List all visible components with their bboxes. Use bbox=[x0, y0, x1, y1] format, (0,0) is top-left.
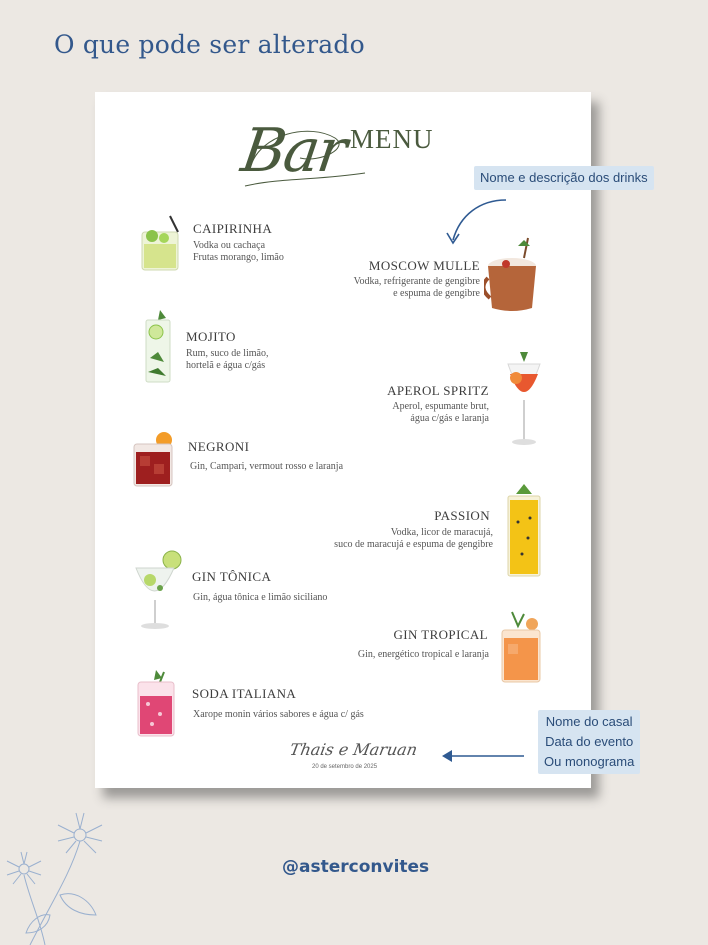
drink-desc-gin-tropical-1: Gin, energético tropical e laranja bbox=[357, 649, 489, 660]
drink-name-gin-tropical: GIN TROPICAL bbox=[393, 627, 488, 642]
page-headline: O que pode ser alterado bbox=[54, 30, 365, 59]
couple-names: Thais e Maruan bbox=[288, 740, 419, 759]
drink-name-caipirinha: CAIPIRINHA bbox=[193, 221, 273, 236]
drink-desc-aperol-spritz-1: Aperol, espumante brut, bbox=[392, 401, 489, 412]
drink-desc-soda-italiana-1: Xarope monin vários sabores e água c/ gás bbox=[193, 709, 364, 720]
drink-name-negroni: NEGRONI bbox=[188, 439, 250, 454]
callout-couple-note-line-2: Data do evento bbox=[545, 734, 634, 749]
wine-glass-icon bbox=[504, 350, 544, 446]
menu-title-bar: Bar bbox=[237, 116, 350, 186]
drink-desc-caipirinha-2: Frutas morango, limão bbox=[193, 252, 284, 263]
drink-desc-caipirinha-1: Vodka ou cachaça bbox=[193, 240, 266, 251]
drink-desc-mojito-1: Rum, suco de limão, bbox=[186, 348, 269, 359]
drink-desc-gin-tonica-1: Gin, água tônica e limão siciliano bbox=[193, 592, 328, 603]
menu-title-menu: MENU bbox=[350, 124, 434, 154]
drink-desc-moscow-mulle-1: Vodka, refrigerante de gengibre bbox=[353, 276, 480, 287]
drink-name-passion: PASSION bbox=[434, 508, 490, 523]
copper-mug-icon bbox=[484, 236, 546, 314]
passion-glass-icon bbox=[504, 482, 544, 578]
negroni-glass-icon bbox=[128, 430, 176, 490]
drink-desc-aperol-spritz-2: água c/gás e laranja bbox=[410, 413, 489, 424]
tropical-glass-icon bbox=[498, 610, 546, 686]
caipirinha-glass-icon bbox=[138, 214, 184, 272]
callout-couple-note-line-1: Nome do casal bbox=[545, 714, 633, 729]
footer-handle[interactable]: @asterconvites bbox=[282, 857, 430, 877]
gin-glass-icon bbox=[132, 550, 186, 630]
flower-decoration-icon bbox=[0, 805, 140, 945]
drink-desc-passion-1: Vodka, licor de maracujá, bbox=[390, 527, 493, 538]
callout-couple-note bbox=[538, 710, 640, 774]
drink-desc-passion-2: suco de maracujá e espuma de gengibre bbox=[334, 539, 493, 550]
callout-couple-note-line-3: Ou monograma bbox=[544, 754, 635, 769]
drink-name-gin-tonica: GIN TÔNICA bbox=[192, 569, 272, 584]
drink-desc-moscow-mulle-2: e espuma de gengibre bbox=[393, 288, 480, 299]
soda-glass-icon bbox=[134, 668, 180, 740]
drink-name-moscow-mulle: MOSCOW MULLE bbox=[368, 258, 480, 273]
drink-name-aperol-spritz: APEROL SPRITZ bbox=[387, 383, 489, 398]
drink-name-mojito: MOJITO bbox=[186, 329, 236, 344]
mojito-glass-icon bbox=[142, 308, 176, 386]
drink-desc-negroni-1: Gin, Campari, vermout rosso e laranja bbox=[190, 461, 344, 472]
drink-name-soda-italiana: SODA ITALIANA bbox=[192, 686, 297, 701]
event-date: 20 de setembro de 2025 bbox=[312, 764, 378, 770]
drink-desc-mojito-2: hortelã e água c/gás bbox=[186, 360, 266, 371]
callout-drinks-note: Nome e descrição dos drinks bbox=[474, 166, 654, 190]
arrow-left-icon bbox=[438, 748, 528, 764]
